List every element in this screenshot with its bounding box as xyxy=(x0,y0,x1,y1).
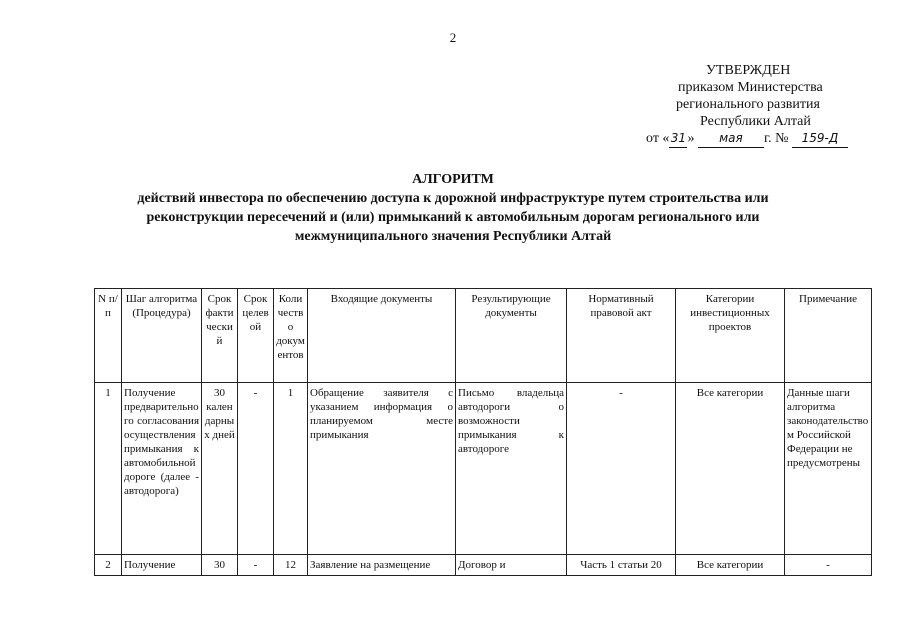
header-cell: N п/п xyxy=(95,289,122,383)
table-cell: Часть 1 статьи 20 xyxy=(567,555,676,576)
header-cell: Шаг алгоритма (Процедура) xyxy=(122,289,202,383)
title-main: АЛГОРИТМ xyxy=(412,172,494,187)
title-subtitle: действий инвестора по обеспечению доступа к дорожной инфраструктуре путем строительства или реконструкции пересечений и (или) примыканий к автомобильным дорогам регионального или межмуниципального значения Республики Алтай xyxy=(137,191,769,244)
approval-block xyxy=(600,62,906,148)
table-row xyxy=(95,555,872,576)
table-cell: Получение предварительного согласования осуществления примыкания к автомобильной дороге (далее - автодорога) xyxy=(122,383,202,555)
table-cell: Данные шаги алгоритма законодательством Российской Федерации не предусмотрены xyxy=(785,383,872,555)
table-cell: Обращение заявителя с указанием информация о планируемом месте примыкания xyxy=(308,383,456,555)
table-cell: 12 xyxy=(274,555,308,576)
table-cell: 1 xyxy=(274,383,308,555)
header-cell: Результирующие документы xyxy=(456,289,567,383)
table-cell: - xyxy=(785,555,872,576)
header-cell: Примечание xyxy=(785,289,872,383)
date-prefix: от « xyxy=(646,131,670,146)
table-cell: 1 xyxy=(95,383,122,555)
table-cell: Все категории xyxy=(676,555,785,576)
page-number: 2 xyxy=(449,30,457,45)
header-cell: Количество документов xyxy=(274,289,308,383)
header-cell: Нормативный правовой акт xyxy=(567,289,676,383)
approval-line-republic: Республики Алтай xyxy=(700,114,811,129)
year-suffix: г. № xyxy=(763,131,789,146)
document-title xyxy=(0,170,906,246)
table-cell: Письмо владельца автодороги о возможности примыкания к автодороге xyxy=(456,383,567,555)
table-cell: Договор и xyxy=(456,555,567,576)
handwritten-day: 31 xyxy=(669,130,687,148)
approval-line-ministry: регионального развития xyxy=(676,97,820,112)
table-header-row xyxy=(95,289,872,383)
approval-date-line xyxy=(600,130,906,148)
algorithm-table xyxy=(94,288,872,576)
table-row xyxy=(95,383,872,555)
table-cell: Все категории xyxy=(676,383,785,555)
table-cell: Заявление на размещение xyxy=(308,555,456,576)
table-cell: Получение xyxy=(122,555,202,576)
handwritten-order-number: 159-Д xyxy=(792,130,848,148)
date-mid: » xyxy=(687,131,695,146)
header-cell: Срок фактический xyxy=(202,289,238,383)
table-cell: - xyxy=(567,383,676,555)
table-cell: 2 xyxy=(95,555,122,576)
approval-line-order: приказом Министерства xyxy=(678,80,823,95)
approval-heading: УТВЕРЖДЕН xyxy=(706,63,791,78)
header-cell: Категории инвестиционных проектов xyxy=(676,289,785,383)
handwritten-month: мая xyxy=(698,130,764,148)
table-cell: - xyxy=(238,555,274,576)
table-cell: - xyxy=(238,383,274,555)
table-cell: 30 xyxy=(202,555,238,576)
header-cell: Срок целевой xyxy=(238,289,274,383)
header-cell: Входящие документы xyxy=(308,289,456,383)
table-cell: 30 календарных дней xyxy=(202,383,238,555)
